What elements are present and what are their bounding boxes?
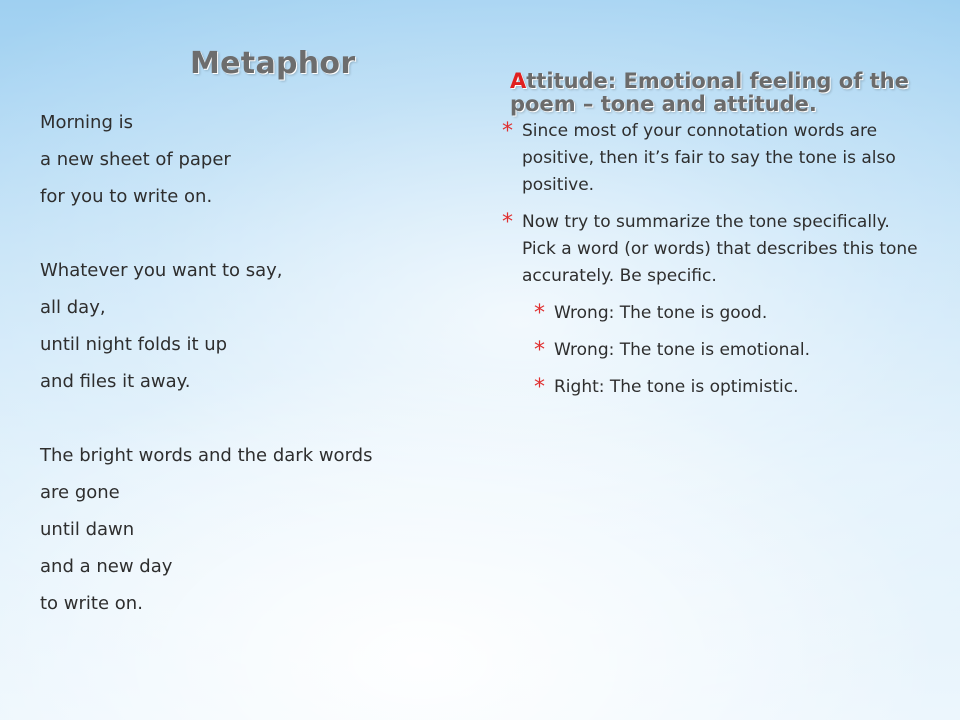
asterisk-bullet-icon: * (502, 210, 513, 235)
poem-line: are gone (40, 482, 120, 503)
sub-bullet-item (534, 337, 920, 364)
poem-line: until dawn (40, 519, 135, 540)
metaphor-title: Metaphor (190, 46, 356, 81)
poem-line: to write on. (40, 593, 143, 614)
bullet-text: Since most of your connotation words are positive, then it’s fair to say the tone is also positive. (522, 121, 896, 195)
poem (40, 104, 480, 622)
asterisk-bullet-icon: * (534, 301, 545, 326)
attitude-title-rest: ttitude: Emotional feeling of the poem – tone and attitude. (510, 69, 909, 116)
sub-bullet-text: Wrong: The tone is emotional. (554, 340, 810, 360)
sub-bullet-item (534, 374, 920, 401)
attitude-title-initial: A (510, 69, 527, 93)
poem-line: for you to write on. (40, 186, 213, 207)
sub-bullet-text: Wrong: The tone is good. (554, 303, 768, 323)
poem-line: a new sheet of paper (40, 149, 231, 170)
bullet-text: Now try to summarize the tone specifically. Pick a word (or words) that describes this tone accurately. Be specific. (522, 212, 918, 286)
asterisk-bullet-icon: * (534, 375, 545, 400)
stanza-break (40, 215, 480, 252)
sub-bullet-text: Right: The tone is optimistic. (554, 377, 799, 397)
bullet-item (500, 209, 920, 290)
poem-line: and files it away. (40, 371, 191, 392)
poem-line: until night folds it up (40, 334, 228, 355)
asterisk-bullet-icon: * (502, 119, 513, 144)
poem-line: The bright words and the dark words (40, 445, 373, 466)
stanza-break (40, 400, 480, 437)
asterisk-bullet-icon: * (534, 338, 545, 363)
bullet-list (500, 118, 920, 411)
poem-line: Morning is (40, 112, 133, 133)
sub-bullet-item (534, 300, 920, 327)
bullet-item (500, 118, 920, 199)
poem-line: all day, (40, 297, 106, 318)
poem-line: and a new day (40, 556, 173, 577)
attitude-title (510, 70, 940, 116)
poem-line: Whatever you want to say, (40, 260, 283, 281)
